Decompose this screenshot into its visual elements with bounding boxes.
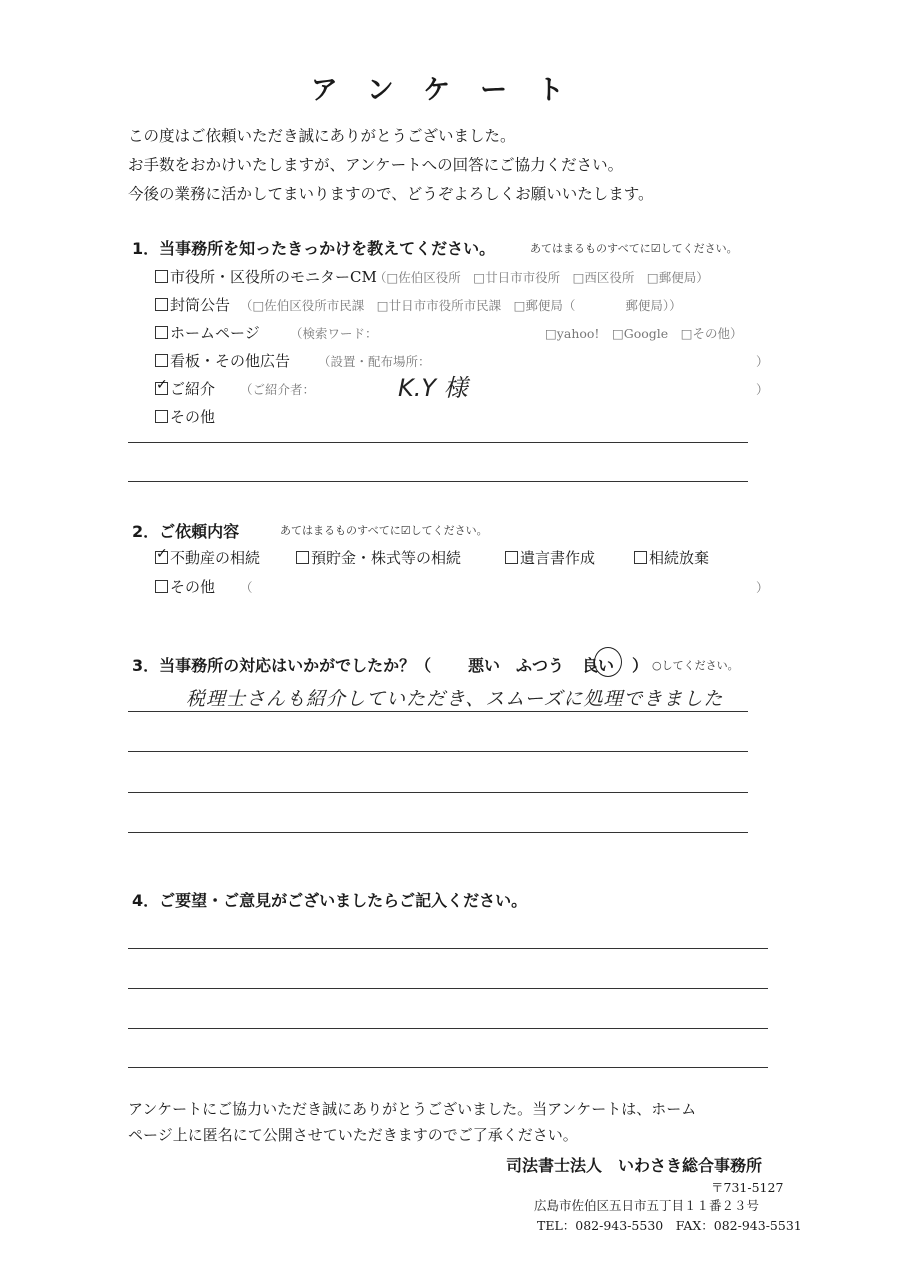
handwritten-answer: 税理士さんも紹介していただき、スムーズに処理できました — [186, 688, 724, 710]
checkbox-icon — [634, 551, 647, 564]
q1-option-signboard-sub: （設置・配布場所： — [318, 354, 431, 369]
q1-option-homepage-engines: □yahoo! □Google □その他） — [545, 326, 743, 341]
office-postal-code: 〒731-5127 — [711, 1180, 784, 1195]
q1-option-envelope[interactable]: 封筒公告 — [155, 294, 230, 315]
checkbox-icon — [505, 551, 518, 564]
q2-option-real-estate[interactable]: ✓不動産の相続 — [155, 547, 260, 568]
q3-writing-line-2 — [128, 751, 748, 752]
q3-choice-bad[interactable]: 悪い — [468, 656, 501, 675]
q2-option-renunciation[interactable]: 相続放棄 — [634, 547, 709, 568]
q1-option-other[interactable]: その他 — [155, 406, 215, 427]
checkbox-icon — [155, 580, 168, 593]
q2-option-deposits-stocks[interactable]: 預貯金・株式等の相続 — [296, 547, 461, 568]
q2-option-other-close: ） — [756, 580, 769, 595]
q3-writing-line-3 — [128, 792, 748, 793]
checkbox-icon — [155, 326, 168, 339]
q2-option-other-open: （ — [240, 580, 253, 595]
closing-line-2: ページ上に匿名にて公開させていただきますのでご了承ください。 — [128, 1126, 578, 1144]
checked-checkbox-icon — [155, 382, 168, 395]
q1-option-signboard-close: ） — [756, 354, 769, 369]
q3-choice-average[interactable]: ふつう — [516, 656, 565, 675]
q2-note: あてはまるものすべてに☑してください。 — [280, 524, 488, 537]
q1-option-referral-close: ） — [756, 382, 769, 397]
q1-option-referral[interactable]: ✓ご紹介 — [155, 378, 215, 399]
q1-option-signboard[interactable]: 看板・その他広告 — [155, 350, 290, 371]
q1-note: あてはまるものすべてに☑してください。 — [530, 242, 738, 255]
q3-heading: 3．当事務所の対応はいかがでしたか？（ — [132, 656, 432, 675]
q1-option-envelope-sub: （□佐伯区役所市民課 □廿日市市役所市民課 □郵便局（ 郵便局）） — [240, 298, 682, 313]
checkbox-icon — [296, 551, 309, 564]
office-name: 司法書士法人 いわさき総合事務所 — [506, 1156, 763, 1175]
q1-option-homepage[interactable]: ホームページ — [155, 322, 260, 343]
intro-line-2: お手数をおかけいたしますが、アンケートへの回答にご協力ください。 — [128, 156, 624, 174]
checked-checkbox-icon — [155, 551, 168, 564]
checkbox-icon — [155, 410, 168, 423]
q1-option-monitor-cm-sub: （□佐伯区役所 □廿日市市役所 □西区役所 □郵便局） — [374, 270, 709, 285]
q1-writing-line-2 — [128, 481, 748, 482]
q4-writing-line-2 — [128, 988, 768, 989]
q3-choice-good[interactable]: 良い — [582, 656, 615, 675]
checkbox-icon — [155, 354, 168, 367]
q3-note: ○してください。 — [652, 659, 739, 672]
q1-option-monitor-cm[interactable]: 市役所・区役所のモニターCM — [155, 266, 377, 287]
page-title: アンケート — [310, 75, 595, 106]
office-address: 広島市佐伯区五日市五丁目１１番２３号 — [534, 1198, 760, 1213]
closing-line-1: アンケートにご協力いただき誠にありがとうございました。当アンケートは、ホーム — [128, 1100, 697, 1118]
checkbox-icon — [155, 270, 168, 283]
q3-writing-line-1 — [128, 711, 748, 712]
q4-writing-line-3 — [128, 1028, 768, 1029]
q4-writing-line-4 — [128, 1067, 768, 1068]
intro-line-1: この度はご依頼いただき誠にありがとうございました。 — [128, 127, 516, 145]
intro-line-3: 今後の業務に活かしてまいりますので、どうぞよろしくお願いいたします。 — [128, 185, 654, 203]
q2-option-will[interactable]: 遺言書作成 — [505, 547, 595, 568]
q2-option-other[interactable]: その他 — [155, 576, 215, 597]
office-contact: TEL：082-943-5530 FAX：082-943-5531 — [537, 1218, 802, 1233]
q4-heading: 4．ご要望・ご意見がございましたらご記入ください。 — [132, 891, 528, 910]
handwritten-referrer: K.Y 様 — [398, 374, 468, 402]
q1-heading: 1．当事務所を知ったきっかけを教えてください。 — [132, 239, 496, 258]
q1-option-homepage-search: （検索ワード： — [290, 326, 378, 341]
checkbox-icon — [155, 298, 168, 311]
q2-heading: 2．ご依頼内容 — [132, 522, 240, 541]
q3-writing-line-4 — [128, 832, 748, 833]
q1-option-referral-sub: （ご紹介者： — [240, 382, 316, 397]
q4-writing-line-1 — [128, 948, 768, 949]
q3-heading-close: ） — [632, 656, 649, 675]
selected-circle-icon — [594, 647, 622, 677]
q1-writing-line-1 — [128, 442, 748, 443]
